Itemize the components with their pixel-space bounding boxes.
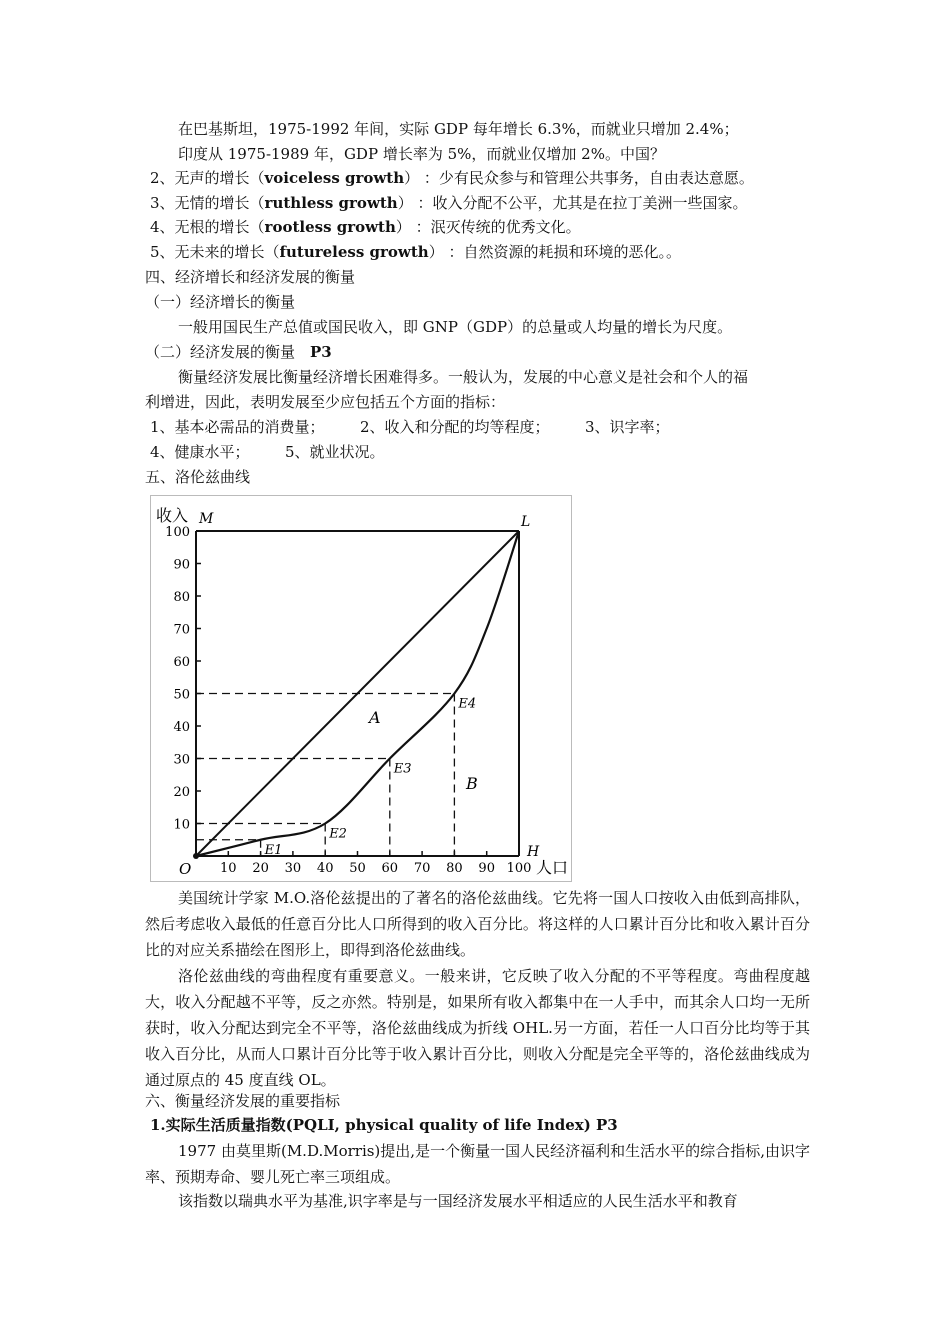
paragraph-india: 印度从 1975-1989 年，GDP 增长率为 5%，而就业仅增加 2%。中国？ <box>178 145 665 163</box>
y-tick-label: 100 <box>165 525 190 540</box>
x-tick-label: 100 <box>506 861 532 876</box>
list-item-ruthless: 3、无情的增长（ruthless growth） ：收入分配不公平，尤其是在拉丁美洲一些国家。 <box>150 194 748 212</box>
origin-point <box>193 853 199 859</box>
x-tick-label: 10 <box>220 861 237 876</box>
y-tick-label: 50 <box>173 687 190 703</box>
x-tick-label: 80 <box>446 861 463 876</box>
paragraph-lorenz-intro: 美国统计学家 M.O.洛伦兹提出的了著名的洛伦兹曲线。它先将一国人口按收入由低到高排队，然后考虑收入最低的任意百分比人口所得到的收入百分比。将这样的人口累计百分比和收入累计百分比的对应关系描绘在图形上，即得到洛伦兹曲线。 <box>145 889 810 959</box>
label-H: H <box>527 844 540 860</box>
subsection-heading-pqli: 1.实际生活质量指数(PQLI, physical quality of life Index) P3 <box>150 1116 618 1134</box>
indicator-1: 1、基本必需品的消费量； <box>150 418 325 436</box>
point-label-E4: E4 <box>458 696 477 712</box>
label-O: O <box>179 860 192 878</box>
point-label-E3: E3 <box>393 761 412 777</box>
lorenz-chart <box>151 496 571 881</box>
indicator-2: 2、收入和分配的均等程度； <box>360 418 550 436</box>
region-label-A: A <box>369 708 381 727</box>
list-item-rootless: 4、无根的增长（rootless growth） ：泯灭传统的优秀文化。 <box>150 218 581 236</box>
y-tick-label: 90 <box>173 557 190 573</box>
series-line-OL <box>196 531 519 856</box>
x-tick-label: 40 <box>316 861 334 876</box>
list-item-futureless: 5、无未来的增长（futureless growth） ：自然资源的耗损和环境的恶化。。 <box>150 243 681 261</box>
label-M: M <box>199 511 214 527</box>
point-label-E2: E2 <box>329 826 347 842</box>
x-tick-label: 70 <box>413 861 431 876</box>
y-tick-label: 70 <box>173 622 190 638</box>
indicator-4: 4、健康水平； <box>150 443 250 461</box>
paragraph-gnp: 一般用国民生产总值或国民收入，即 GNP（GDP）的总量或人均量的增长为尺度。 <box>178 318 733 336</box>
paragraph-pakistan: 在巴基斯坦，1975-1992 年间，实际 GDP 每年增长 6.3%，而就业只增加 2.4%； <box>178 120 739 138</box>
list-item-voiceless: 2、无声的增长（voiceless growth） ：少有民众参与和管理公共事务，自由表达意愿。 <box>150 169 754 187</box>
section-heading-5: 五、洛伦兹曲线 <box>145 468 251 486</box>
x-tick-label: 30 <box>284 861 302 876</box>
x-tick-label: 60 <box>381 861 399 876</box>
indicator-5: 5、就业状况。 <box>285 443 385 461</box>
section-heading-6: 六、衡量经济发展的重要指标 <box>145 1092 341 1110</box>
subsection-heading-development: （二）经济发展的衡量 P3 <box>145 343 332 361</box>
label-L: L <box>521 514 531 530</box>
x-tick-label: 90 <box>478 861 495 876</box>
paragraph-development-line1: 衡量经济发展比衡量经济增长困难得多。一般认为，发展的中心意义是社会和个人的福 <box>178 368 749 386</box>
paragraph-development-line2: 利增进，因此，表明发展至少应包括五个方面的指标： <box>145 393 506 411</box>
y-axis-label: 收入 <box>156 506 189 525</box>
y-tick-label: 40 <box>173 720 190 735</box>
point-label-E1: E1 <box>264 842 283 858</box>
paragraph-pqli-origin: 1977 由莫里斯(M.D.Morris)提出,是一个衡量一国人民经济福利和生活水平的综合指标,由识字率、预期寿命、婴儿死亡率三项组成。 <box>145 1142 810 1186</box>
y-tick-label: 20 <box>173 785 190 800</box>
x-axis-label: 人口 <box>536 858 569 877</box>
y-tick-label: 10 <box>173 817 190 833</box>
region-label-B: B <box>466 774 478 793</box>
x-tick-label: 20 <box>252 861 269 876</box>
y-tick-label: 60 <box>173 655 190 670</box>
x-tick-label: 50 <box>349 861 366 876</box>
paragraph-lorenz-meaning: 洛伦兹曲线的弯曲程度有重要意义。一般来讲，它反映了收入分配的不平等程度。弯曲程度越大，收入分配越不平等，反之亦然。特别是，如果所有收入都集中在一人手中，而其余人口均一无所获时，收入分配达到完全不平等，洛伦兹曲线成为折线 OHL.另一方面，若任一人口百分比均等于其收入百分比，从而人口累计百分比等于收入累计百分比，则收入分配是完全平等的，洛伦兹曲线成为通过原点的 45 度直线 OL。 <box>145 967 810 1089</box>
lorenz-curve-figure <box>150 495 572 882</box>
subsection-heading-growth: （一）经济增长的衡量 <box>145 293 296 311</box>
y-tick-label: 30 <box>173 752 190 768</box>
paragraph-pqli-base: 该指数以瑞典水平为基准,识字率是与一国经济发展水平相适应的人民生活水平和教育 <box>178 1192 738 1210</box>
indicator-3: 3、识字率； <box>585 418 670 436</box>
y-tick-label: 80 <box>173 590 190 605</box>
section-heading-4: 四、经济增长和经济发展的衡量 <box>145 268 356 286</box>
